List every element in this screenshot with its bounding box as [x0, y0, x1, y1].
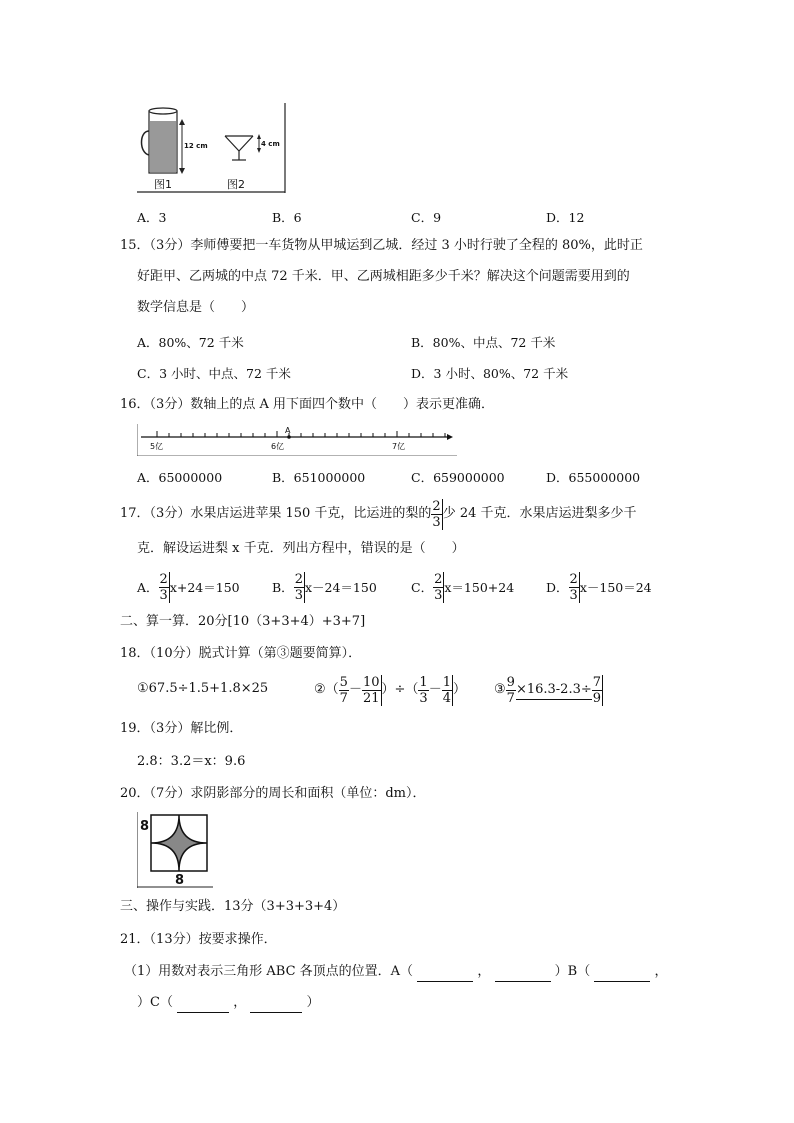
expr2-frac-2: $\frac{10}{21}$	[362, 674, 380, 706]
q19-equation: 2.8：3.2＝x：9.6	[137, 754, 246, 769]
q16-option-d[interactable]: D．655000000	[546, 470, 641, 485]
q21-sub1-line-2: ）C（ ， ）	[137, 994, 320, 1013]
q15-option-c[interactable]: C．3 小时、中点、72 千米	[137, 366, 291, 381]
q20-question: 20．（7分）求阴影部分的周长和面积（单位：dm）．	[120, 786, 426, 801]
point-a-label: A	[285, 426, 291, 435]
q17-fraction: $\frac{2}{3}$	[432, 498, 441, 530]
tick-label-5: 5亿	[150, 442, 164, 451]
fig2-label: 图2	[227, 178, 245, 191]
q14-figure	[137, 103, 287, 193]
q17-option-d[interactable]: D． $\frac{2}{3}$ x－150＝24	[546, 571, 652, 603]
q17-option-b[interactable]: B． $\frac{2}{3}$ x－24＝150	[272, 571, 377, 603]
q15-line-1: 15．（3分）李师傅要把一车货物从甲城运到乙城．经过 3 小时行驶了全程的 80%，此时正	[120, 238, 643, 253]
number-line-ticks	[157, 431, 445, 439]
cylinder-water	[150, 121, 176, 172]
section-3-heading: 三、操作与实践．13分（3+3+3+4）	[120, 899, 346, 914]
q14-option-d[interactable]: D．12	[546, 210, 585, 225]
b-x-blank[interactable]	[594, 963, 650, 982]
q17-line-1-post: 少 24 千克．水果店运进梨多少千	[442, 506, 637, 521]
q17-option-b-fraction: $\frac{2}{3}$	[294, 571, 303, 603]
point-a-marker	[287, 435, 291, 439]
section-2-heading: 二、算一算．20分[10（3+3+4）+3+7]	[120, 614, 366, 629]
a-y-blank[interactable]	[495, 963, 551, 982]
q14-figure-svg	[137, 103, 287, 193]
q19-question: 19．（3分）解比例．	[120, 721, 243, 736]
expr2-frac-4: $\frac{1}{4}$	[442, 674, 451, 706]
q21-question: 21．（13分）按要求操作．	[120, 932, 277, 947]
q20-figure	[137, 812, 213, 888]
q18-question: 18．（10分）脱式计算（第③题要简算）．	[120, 646, 362, 661]
c-x-blank[interactable]	[177, 994, 229, 1013]
q15-line-2: 好距甲、乙两城的中点 72 千米．甲、乙两城相距多少千米？解决这个问题需要用到的	[137, 269, 630, 284]
q17-line-2: 克．解设运进梨 x 千克．列出方程中，错误的是（ ）	[137, 541, 465, 556]
tick-label-7: 7亿	[392, 442, 406, 451]
q17-line-1-pre: 17．（3分）水果店运进苹果 150 千克，比运进的梨的	[120, 506, 432, 521]
q16-question: 16．（3分）数轴上的点 A 用下面四个数中（ ）表示更准确．	[120, 397, 494, 412]
q18-expression-2: ②（ $\frac{5}{7}$ － $\frac{10}{21}$ ）÷（ $\frac{1}{3}$ － $\frac{1}{4}$ ）	[314, 674, 466, 706]
number-line-svg	[137, 424, 457, 456]
q17-line-1	[120, 495, 637, 533]
q17-option-c[interactable]: C． $\frac{2}{3}$ x＝150+24	[411, 571, 515, 603]
expr3-frac-2: $\frac{7}{9}$	[592, 674, 602, 706]
q18-expression-1: ①67.5÷1.5+1.8×25	[137, 681, 269, 696]
q14-option-b[interactable]: B．6	[272, 210, 302, 225]
a-x-blank[interactable]	[417, 963, 473, 982]
bottom-label: 8	[175, 873, 185, 888]
q15-line-3: 数学信息是（ ）	[137, 300, 255, 315]
q15-option-b[interactable]: B．80%、中点、72 千米	[411, 335, 556, 350]
q16-option-b[interactable]: B．651000000	[272, 470, 366, 485]
q21-sub1-line-1: （1）用数对表示三角形 ABC 各顶点的位置．A（ ， ）B（ ，	[124, 963, 668, 982]
expr3-frac-1: $\frac{9}{7}$	[506, 674, 515, 706]
fig1-label: 图1	[154, 178, 172, 191]
q14-option-a[interactable]: A．3	[137, 210, 167, 225]
fig1-height-label: 12 cm	[184, 142, 208, 150]
q17-option-c-fraction: $\frac{2}{3}$	[434, 571, 443, 603]
q15-option-a[interactable]: A．80%、72 千米	[137, 335, 244, 350]
q17-option-a[interactable]: A． $\frac{2}{3}$ x+24＝150	[137, 571, 240, 603]
cup-handle	[142, 131, 150, 155]
q18-expression-3: ③ $\frac{9}{7}$ ×16.3-2.3÷ $\frac{7}{9}$	[494, 674, 602, 706]
q16-number-line	[137, 424, 457, 456]
q14-option-c[interactable]: C．9	[411, 210, 442, 225]
expr2-frac-1: $\frac{5}{7}$	[339, 674, 348, 706]
q16-option-a[interactable]: A．65000000	[137, 470, 223, 485]
side-label: 8	[140, 819, 150, 834]
fig2-height-label: 4 cm	[261, 140, 280, 148]
q16-option-c[interactable]: C．659000000	[411, 470, 505, 485]
q17-option-a-fraction: $\frac{2}{3}$	[159, 571, 168, 603]
q15-option-d[interactable]: D．3 小时、80%、72 千米	[411, 366, 569, 381]
tick-label-6: 6亿	[271, 442, 285, 451]
q20-figure-svg	[137, 812, 213, 888]
c-y-blank[interactable]	[250, 994, 302, 1013]
q17-option-d-fraction: $\frac{2}{3}$	[569, 571, 578, 603]
number-line-arrow	[447, 434, 453, 440]
expr2-frac-3: $\frac{1}{3}$	[419, 674, 428, 706]
